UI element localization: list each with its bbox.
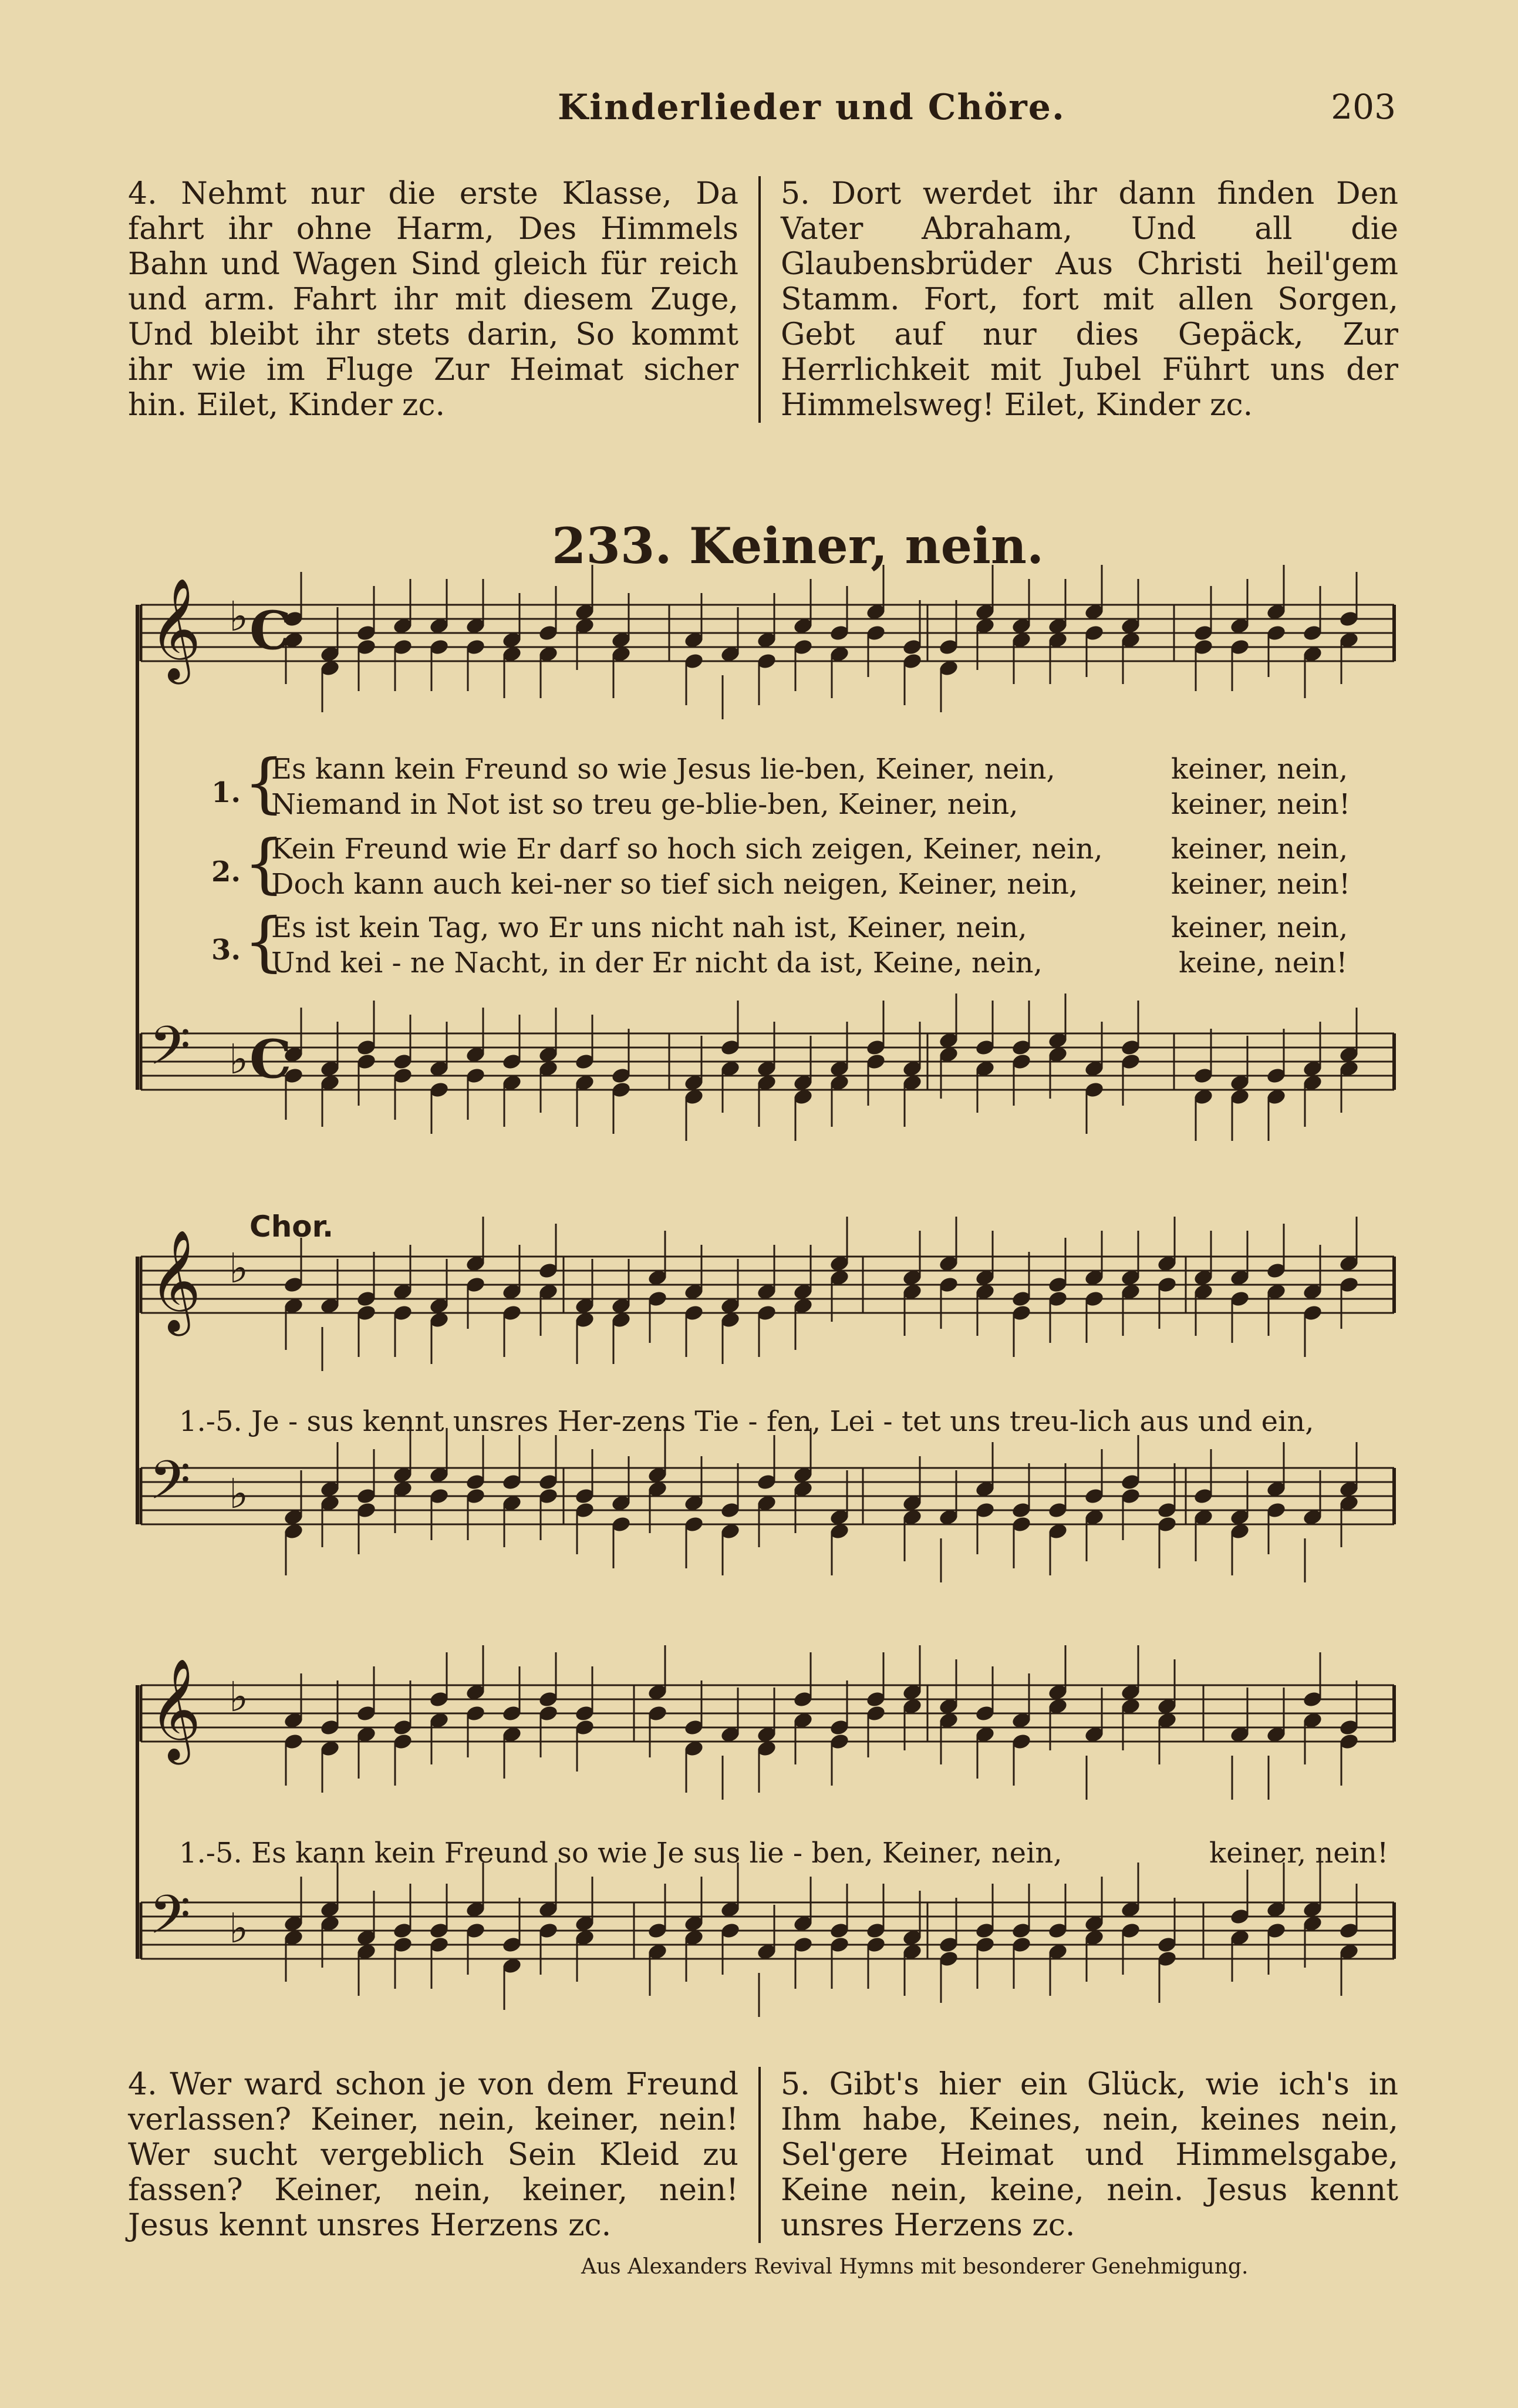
verse-2-line-1-end: keiner, nein, bbox=[1171, 833, 1348, 865]
verse-3-line-2: Und kei - ne Nacht, in der Er nicht da ist, Keine, nein, bbox=[271, 947, 1043, 979]
chorus-lyric-line-2: 1.-5. Es kann kein Freund so wie Je sus lie - ben, Keiner, nein, bbox=[179, 1837, 1062, 1870]
flat-sign-icon: ♭ bbox=[229, 1470, 249, 1518]
verse-brace: { bbox=[244, 826, 285, 901]
verse-2-line-1: Kein Freund wie Er darf so hoch sich zeigen, Keiner, nein, bbox=[271, 833, 1103, 865]
verse-1-line-1-end: keiner, nein, bbox=[1171, 753, 1348, 786]
bass-clef-icon: 𝄢 bbox=[149, 1449, 191, 1524]
verse-brace: { bbox=[244, 745, 285, 820]
verse-brace: { bbox=[244, 904, 285, 979]
common-time-icon: C bbox=[249, 1028, 292, 1090]
common-time-icon: C bbox=[249, 600, 292, 662]
page-number: 203 bbox=[1331, 87, 1396, 127]
song-title: 233. Keiner, nein. bbox=[552, 517, 1044, 575]
source-footnote: Aus Alexanders Revival Hymns mit besonderer Genehmigung. bbox=[581, 2255, 1249, 2279]
verse-1-line-2: Niemand in Not ist so treu ge-blie-ben, Keiner, nein, bbox=[271, 788, 1018, 821]
verse-number: 3. bbox=[211, 934, 241, 966]
verse-3-line-1: Es ist kein Tag, wo Er uns nicht nah ist, Keiner, nein, bbox=[271, 911, 1027, 944]
top-verse-4: 4. Nehmt nur die erste Klasse, Da fahrt ihr ohne Harm, Des Himmels Bahn und Wagen Sind gleich für reich und arm. Fahrt ihr mit diesem Zuge, Und bleibt ihr stets darin, So kommt ihr wie im Fluge Zur Heimat sicher hin. Eilet, Kinder zc. bbox=[128, 176, 738, 423]
treble-clef-icon: 𝄞 bbox=[149, 1658, 201, 1760]
bottom-verse-4: 4. Wer ward schon je von dem Freund verlassen? Keiner, nein, keiner, nein! Wer sucht vergeblich Sein Kleid zu fassen? Keiner, nein, keiner, nein! Jesus kennt unsres Herzens zc. bbox=[128, 2067, 738, 2243]
verse-number: 2. bbox=[211, 856, 241, 888]
flat-sign-icon: ♭ bbox=[229, 1035, 249, 1083]
bass-clef-icon: 𝄢 bbox=[149, 1015, 191, 1090]
flat-sign-icon: ♭ bbox=[229, 1244, 249, 1292]
verse-2-line-2: Doch kann auch kei-ner so tief sich neigen, Keiner, nein, bbox=[271, 868, 1078, 901]
verse-1-line-1: Es kann kein Freund so wie Jesus lie-ben, Keiner, nein, bbox=[271, 753, 1055, 786]
chorus-lyric-line-2-end: keiner, nein! bbox=[1209, 1837, 1389, 1870]
flat-sign-icon: ♭ bbox=[229, 592, 249, 641]
chorus-lyric-line-1: 1.-5. Je - sus kennt unsres Her-zens Tie - fen, Lei - tet uns treu-lich aus und ein, bbox=[179, 1405, 1314, 1438]
verse-1-line-2-end: keiner, nein! bbox=[1171, 788, 1351, 821]
top-verse-5: 5. Dort werdet ihr dann finden Den Vater Abraham, Und all die Glaubensbrüder Aus Christi heil'gem Stamm. Fort, fort mit allen Sorgen, Gebt auf nur dies Gepäck, Zur Herrlichkeit mit Jubel Führt uns der Himmelsweg! Eilet, Kinder zc. bbox=[781, 176, 1398, 423]
treble-clef-icon: 𝄞 bbox=[149, 1230, 201, 1332]
verse-2-line-2-end: keiner, nein! bbox=[1171, 868, 1351, 901]
bottom-verse-5: 5. Gibt's hier ein Glück, wie ich's in Ihm habe, Keines, nein, keines nein, Sel'gere Heimat und Himmelsgabe, Keine nein, keine, nein. Jesus kennt unsres Herzens zc. bbox=[781, 2067, 1398, 2243]
treble-clef-icon: 𝄞 bbox=[149, 578, 201, 680]
chorus-label: Chor. bbox=[249, 1210, 334, 1244]
running-title: Kinderlieder und Chöre. bbox=[558, 87, 1065, 128]
flat-sign-icon: ♭ bbox=[229, 1673, 249, 1721]
bass-clef-icon: 𝄢 bbox=[149, 1884, 191, 1959]
verse-3-line-1-end: keiner, nein, bbox=[1171, 911, 1348, 944]
verse-3-line-2-end: keine, nein! bbox=[1179, 947, 1348, 979]
bottom-column-divider bbox=[758, 2067, 761, 2243]
verse-number: 1. bbox=[211, 776, 241, 809]
flat-sign-icon: ♭ bbox=[229, 1904, 249, 1952]
